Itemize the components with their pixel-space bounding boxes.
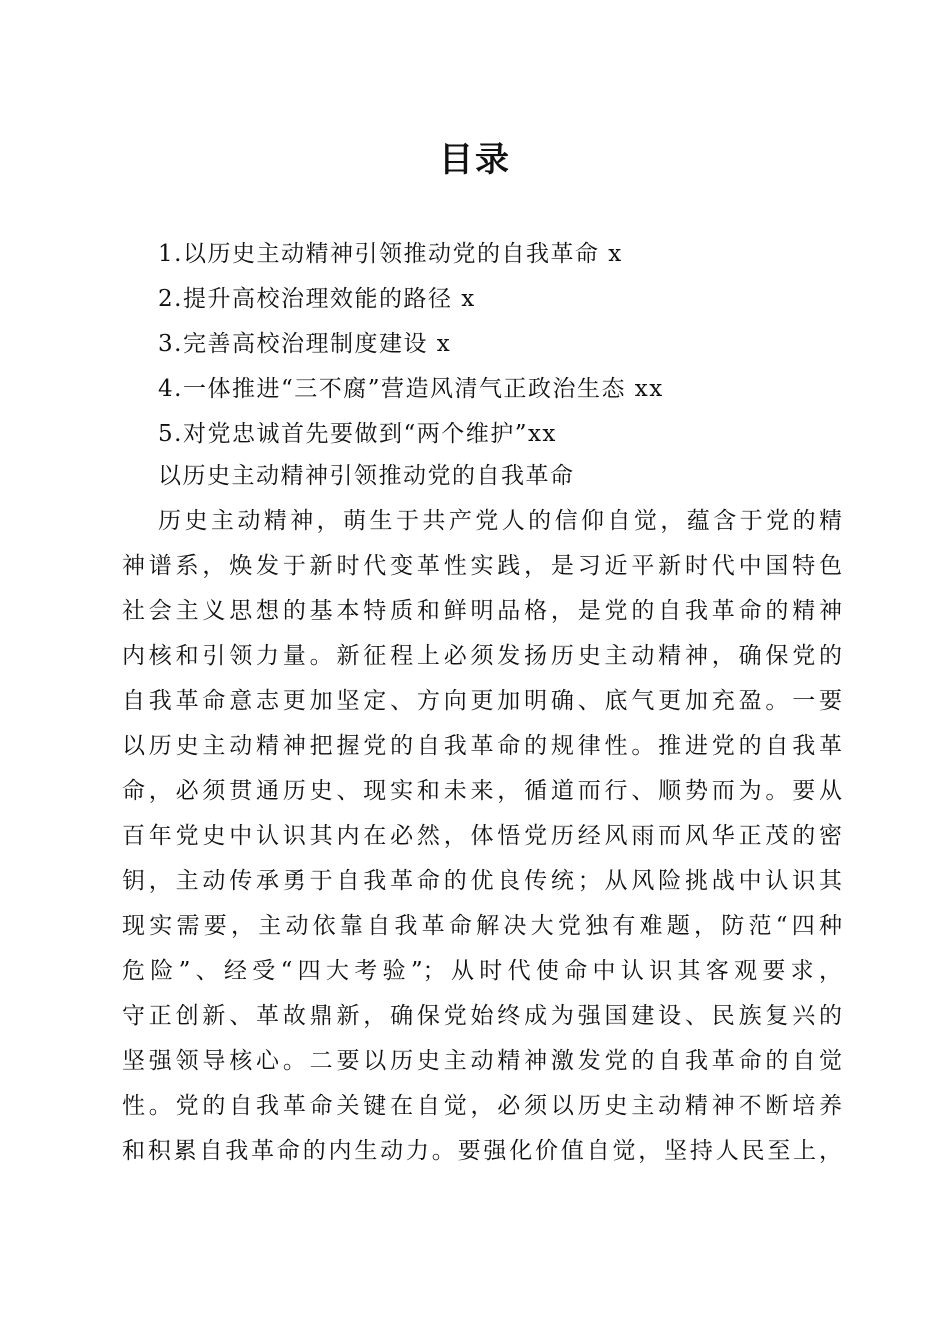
toc-item: 4.一体推进“三不腐”营造风清气正政治生态 xx xyxy=(158,376,664,402)
body-line: 神谱系，焕发于新时代变革性实践，是习近平新时代中国特色 xyxy=(122,553,842,579)
body-paragraph xyxy=(122,499,842,1174)
page-title: 目录 xyxy=(439,140,511,180)
body-line: 危险”、经受“四大考验”；从时代使命中认识其客观要求， xyxy=(122,958,842,984)
body-line: 和积累自我革命的内生动力。要强化价值自觉，坚持人民至上， xyxy=(122,1138,842,1164)
body-line: 百年党史中认识其内在必然，体悟党历经风雨而风华正茂的密 xyxy=(122,823,842,849)
body-line: 社会主义思想的基本特质和鲜明品格，是党的自我革命的精神 xyxy=(122,598,842,624)
table-of-contents xyxy=(158,232,664,457)
toc-item: 5.对党忠诚首先要做到“两个维护”xx xyxy=(158,421,557,447)
toc-item: 3.完善高校治理制度建设 x xyxy=(158,331,452,357)
body-line: 以历史主动精神把握党的自我革命的规律性。推进党的自我革 xyxy=(122,733,842,759)
section-heading: 以历史主动精神引领推动党的自我革命 xyxy=(158,463,575,489)
body-line: 自我革命意志更加坚定、方向更加明确、底气更加充盈。一要 xyxy=(122,688,842,714)
body-line: 历史主动精神，萌生于共产党人的信仰自觉，蕴含于党的精 xyxy=(158,508,842,534)
body-line: 命，必须贯通历史、现实和未来，循道而行、顺势而为。要从 xyxy=(122,778,842,804)
body-line: 守正创新、革故鼎新，确保党始终成为强国建设、民族复兴的 xyxy=(122,1003,842,1029)
body-line: 内核和引领力量。新征程上必须发扬历史主动精神，确保党的 xyxy=(122,643,842,669)
toc-item: 1.以历史主动精神引领推动党的自我革命 x xyxy=(158,241,623,267)
body-line: 性。党的自我革命关键在自觉，必须以历史主动精神不断培养 xyxy=(122,1093,842,1119)
body-line: 坚强领导核心。二要以历史主动精神激发党的自我革命的自觉 xyxy=(122,1048,842,1074)
body-line: 现实需要，主动依靠自我革命解决大党独有难题，防范“四种 xyxy=(122,913,842,939)
body-line: 钥，主动传承勇于自我革命的优良传统；从风险挑战中认识其 xyxy=(122,868,842,894)
toc-item: 2.提升高校治理效能的路径 x xyxy=(158,286,476,312)
